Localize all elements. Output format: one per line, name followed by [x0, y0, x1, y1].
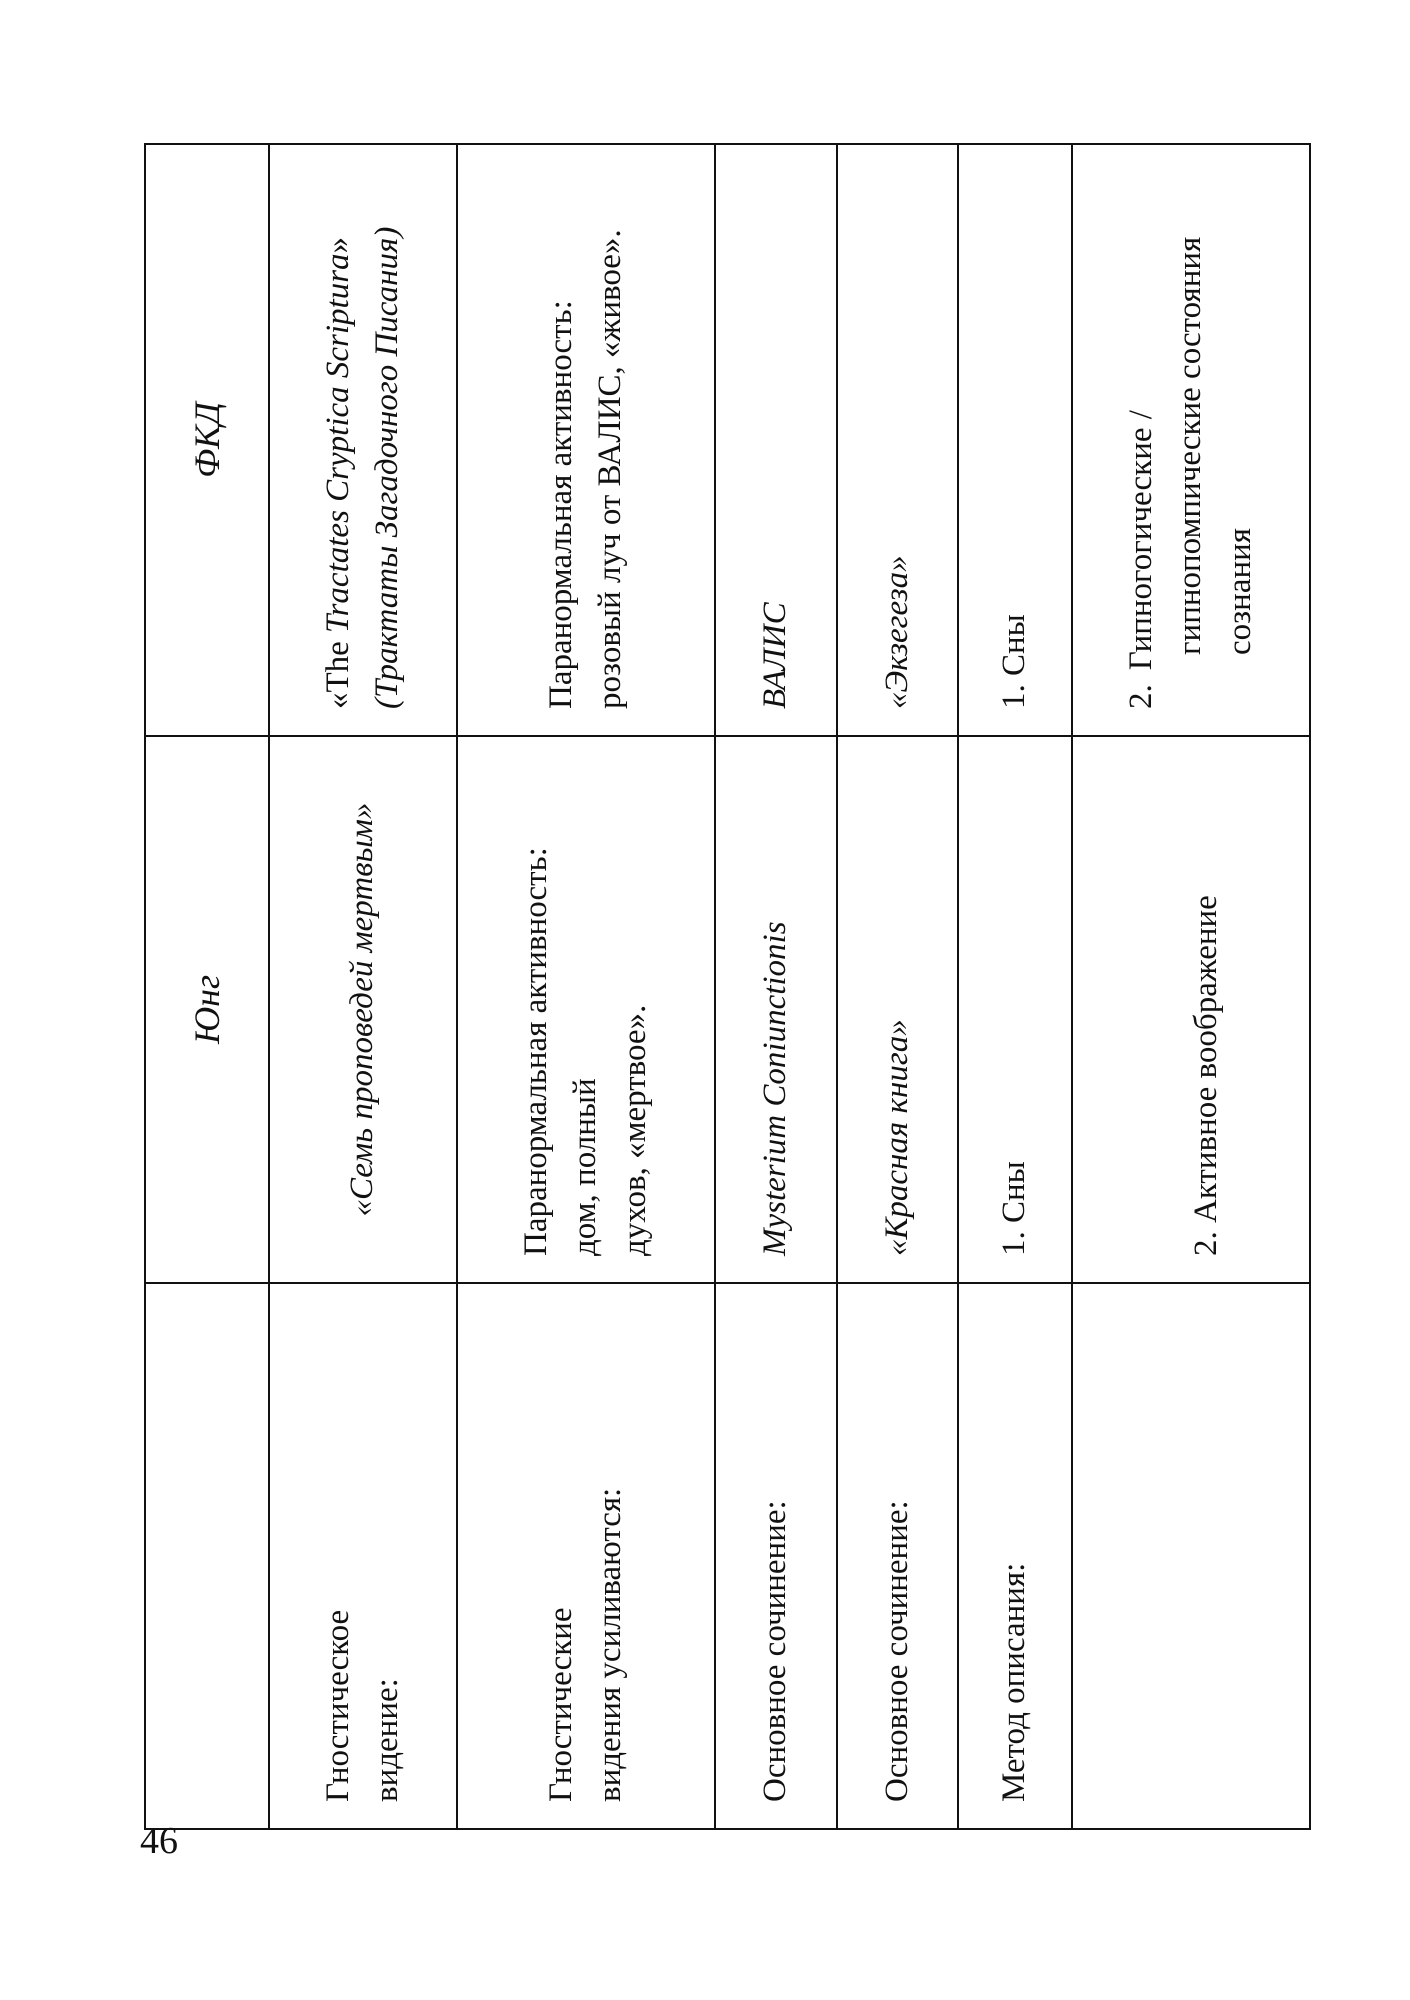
- table-row-gnostic-vision: [269, 144, 457, 1829]
- row-label: Основное сочинение:: [715, 1283, 837, 1829]
- header-jung: Юнг: [145, 736, 269, 1283]
- header-label-cell: [145, 1283, 269, 1829]
- jung-cell: Mysterium Coniunctionis: [715, 736, 837, 1283]
- header-pkd: ФКД: [145, 144, 269, 736]
- page-number: 46: [140, 1820, 178, 1862]
- table-row-main-work-2: [837, 144, 958, 1829]
- pkd-cell: «The Tractates Cryptica Scriptura» (Трактаты Загадочного Писания): [269, 144, 457, 736]
- row-label: Гностическое видение:: [269, 1283, 457, 1829]
- row-label: Основное сочинение:: [837, 1283, 958, 1829]
- table-row-main-work: [715, 144, 837, 1829]
- pkd-cell: 1. Сны: [958, 144, 1072, 736]
- rotated-table-wrapper: [144, 145, 1258, 1830]
- table-row-method: [958, 144, 1072, 1829]
- pkd-cell: «Экзегеза»: [837, 144, 958, 736]
- pkd-cell: Паранормальная активность: розовый луч от ВАЛИС, «живое».: [457, 144, 715, 736]
- table-header-row: [145, 144, 269, 1829]
- jung-cell: 2. Активное воображение: [1072, 736, 1310, 1283]
- row-label: Гностические видения усиливаются:: [457, 1283, 715, 1829]
- table-row-gnostic-visions-intensify: [457, 144, 715, 1829]
- comparison-table: [144, 143, 1311, 1830]
- row-label: Метод описания:: [958, 1283, 1072, 1829]
- table-row-method-2: [1072, 144, 1310, 1829]
- jung-cell: Паранормальная активность: дом, полный духов, «мертвое».: [457, 736, 715, 1283]
- comparison-table-frame: [144, 145, 1258, 1830]
- pkd-cell: ВАЛИС: [715, 144, 837, 736]
- jung-cell: «Семь проповедей мертвым»: [269, 736, 457, 1283]
- row-label-empty: [1072, 1283, 1310, 1829]
- pkd-cell: 2.Гипногогические / гипнопомпические состояния сознания: [1072, 144, 1310, 736]
- jung-cell: 1. Сны: [958, 736, 1072, 1283]
- jung-cell: «Красная книга»: [837, 736, 958, 1283]
